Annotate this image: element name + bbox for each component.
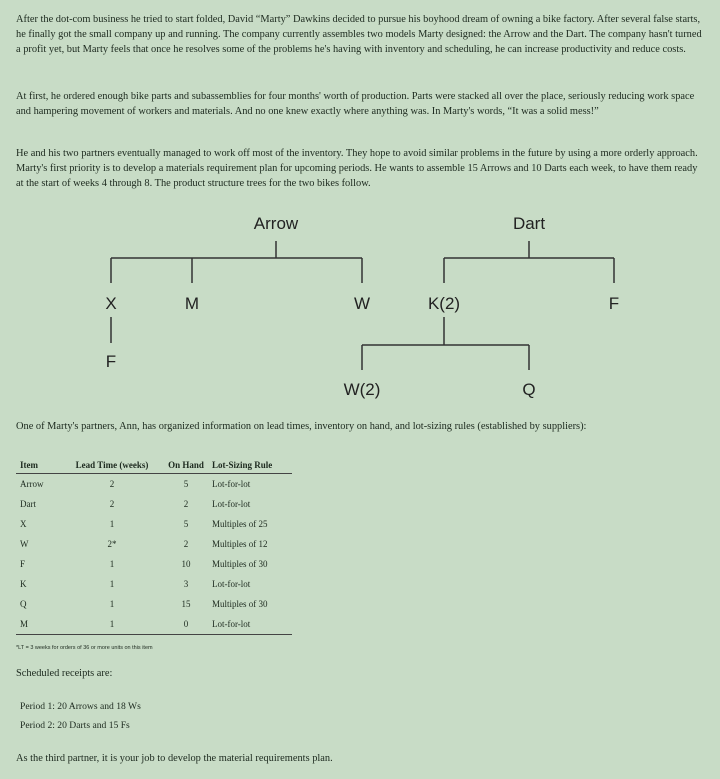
table-row [16,594,292,614]
tree-node-f-right: F [608,294,620,313]
header-lead-time: Lead Time (weeks) [64,458,160,474]
header-on-hand: On Hand [160,458,212,474]
tree-node-k2: K(2) [427,294,461,313]
cell-lot-sizing: Multiples of 25 [212,519,268,529]
cell-item: K [20,579,27,589]
cell-lead-time: 1 [109,579,115,589]
intro-paragraph-3: He and his two partners eventually managed to work off most of the inventory. They hope to avoid similar problems in the future by using a more orderly approach. Marty's first priority is to develop a materials requirement plan for upcoming periods. He wants to assemble 15 Arrows and 10 Darts each week, to have them ready at the start of weeks 4 through 8. The product structure trees for the two bikes follow. [16,148,698,189]
cell-lead-time: 1 [109,599,115,609]
cell-lot-sizing: Lot-for-lot [212,479,251,489]
cell-item: Arrow [20,479,44,489]
tree-node-f-under-x: F [105,352,117,371]
tree-node-w: W [353,294,371,313]
item-info-table [16,458,292,635]
cell-item: W [20,539,29,549]
cell-lot-sizing: Lot-for-lot [212,579,251,589]
tree-node-arrow: Arrow [253,214,299,233]
cell-lot-sizing: Lot-for-lot [212,614,292,635]
table-row [16,534,292,554]
cell-on-hand: 2 [183,499,189,509]
cell-lead-time: 2* [107,539,117,549]
cell-on-hand: 5 [183,479,189,489]
cell-lot-sizing: Lot-for-lot [212,499,251,509]
table-header-row [16,458,292,474]
tree-node-w2: W(2) [343,380,381,399]
cell-item: F [20,559,26,569]
cell-on-hand: 3 [183,579,189,589]
cell-lead-time: 1 [109,519,115,529]
scheduled-receipt-period-2: Period 2: 20 Darts and 15 Fs [20,720,130,731]
lead-time-footnote: *LT = 3 weeks for orders of 36 or more units on this item [16,645,153,651]
intro-paragraph-2: At first, he ordered enough bike parts and subassemblies for four months' worth of production. Parts were stacked all over the place, seriously reducing work space and hampering movement of workers and materials. And no one knew exactly where anything was. In Marty's words, “It was a solid mess!” [16,91,695,117]
closing-paragraph: As the third partner, it is your job to develop the material requirements plan. [16,753,333,764]
table-row [16,514,292,534]
scheduled-receipt-period-1: Period 1: 20 Arrows and 18 Ws [20,701,141,712]
product-structure-trees [0,205,720,415]
cell-on-hand: 0 [160,614,212,635]
cell-lead-time: 1 [64,614,160,635]
tree-node-x: X [105,294,117,313]
intro-paragraph-1: After the dot-com business he tried to start folded, David “Marty” Dawkins decided to pursue his boyhood dream of owning a bike factory. After several false starts, he finally got the small company up and running. The company currently assembles two models Marty designed: the Arrow and the Dart. The company hasn't turned a profit yet, but Marty feels that once he resolves some of the problems he's having with inventory and scheduling, he can increase productivity and reduce costs. [16,14,702,55]
table-row [16,494,292,514]
table-row [16,614,292,635]
tree-node-dart: Dart [512,214,546,233]
cell-lot-sizing: Multiples of 30 [212,559,268,569]
table-row [16,474,292,495]
cell-lead-time: 2 [109,479,115,489]
table-row [16,574,292,594]
cell-lot-sizing: Multiples of 12 [212,539,268,549]
partner-paragraph: One of Marty's partners, Ann, has organized information on lead times, inventory on hand, and lot-sizing rules (established by suppliers): [16,421,587,432]
cell-item: X [20,519,27,529]
cell-on-hand: 15 [181,599,191,609]
cell-on-hand: 5 [183,519,189,529]
table-row [16,554,292,574]
cell-lead-time: 2 [109,499,115,509]
header-lot-sizing: Lot-Sizing Rule [212,458,292,474]
cell-on-hand: 2 [183,539,189,549]
tree-node-m: M [184,294,200,313]
cell-on-hand: 10 [181,559,191,569]
cell-item: Dart [20,499,36,509]
tree-node-q: Q [522,380,536,399]
scheduled-receipts-title: Scheduled receipts are: [16,668,113,679]
cell-lot-sizing: Multiples of 30 [212,599,268,609]
cell-lead-time: 1 [109,559,115,569]
header-item: Item [16,458,64,474]
cell-item: M [16,614,64,635]
cell-item: Q [20,599,27,609]
